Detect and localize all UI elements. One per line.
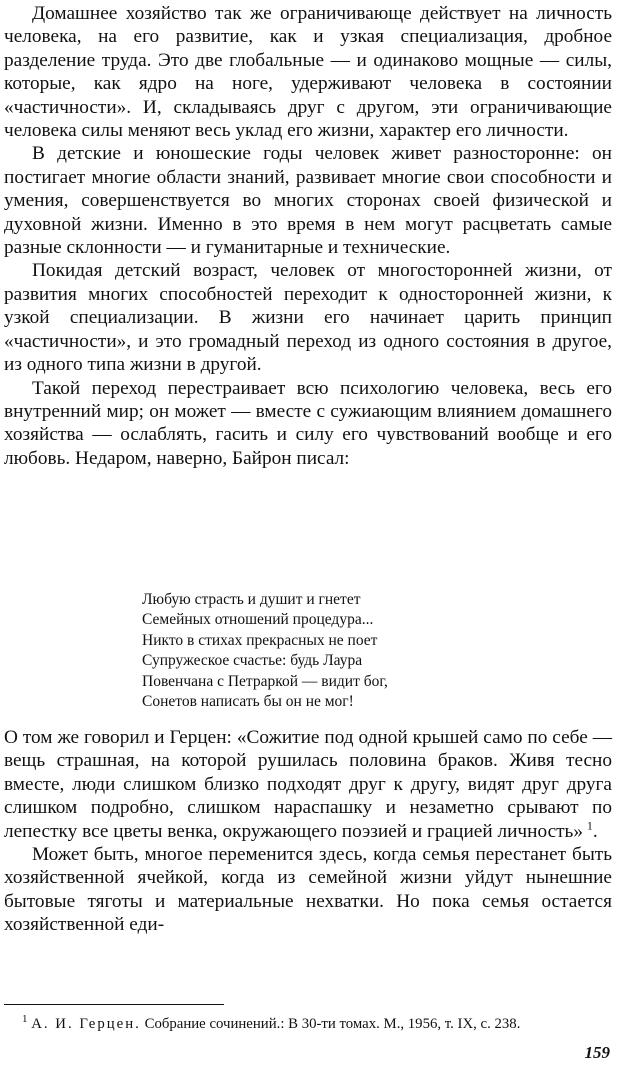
main-text [4, 2, 612, 470]
paragraph-last: Может быть, многое переменится здесь, когда семья перестанет быть хозяйственной ячейкой, когда из семейной жизни уйдут нынешние бытовые тяготы и материальные нехватки. Но пока семья остается хозяйственной еди- [4, 844, 612, 936]
after-verse-text [4, 726, 612, 937]
footnote-divider [4, 1004, 224, 1005]
herzen-quote: О том же говорил и Герцен: «Сожитие под одной крышей само по себе — вещь страшная, на которой рушилась половина браков. Живя тесно вместе, люди слишком близко подходят друг к другу, видят друг друга слишком подробно, слишком нараспашку и незаметно срывают по лепестку все цветы венка, окружающего поэзией и грацией личность» [4, 727, 612, 842]
paragraph-4: Такой переход перестраивает всю психологию человека, весь его внутренний мир; он может — вместе с сужиающим влиянием домашнего хозяйства — ослаблять, гасить и силу его чувствований вообще и его любовь. Недаром, наверно, Байрон писал: [4, 377, 612, 469]
footnote-text: Собрание сочинений.: В 30-ти томах. М., 1956, т. IX, с. 238. [144, 1015, 521, 1032]
paragraph-2: В детские и юношеские годы человек живет разносторонне: он постигает многие области знаний, развивает многие свои способности и умения, совершенствуется во многих сторонах своей физической и духовной жизни. Именно в это время в нем могут расцветать самые разные склонности — и гуманитарные и технические. [4, 143, 612, 259]
footnote [4, 1010, 612, 1034]
verse-line-4: Супружеское счастье: будь Лаура [142, 652, 363, 670]
herzen-quote-paragraph: О том же говорил и Герцен: «Сожитие под одной крышей само по себе — вещь страшная, на которой рушилась половина браков. Живя тесно вместе, люди слишком близко подходят друг к другу, видят друг друга слишком подробно, слишком нараспашку и незаметно срывают по лепестку все цветы венка, окружающего поэзией и грацией личность» $^1$. [4, 727, 612, 842]
paragraph-3: Покидая детский возраст, человек от многосторонней жизни, от развития многих способностей переходит к односторонней жизни, к узкой специализации. В жизни его начинает царить принцип «частичности», и это громадный переход из одного состояния в другое, из одного типа жизни в другой. [4, 260, 612, 376]
footnote-reference: 1 [586, 818, 593, 833]
footnote-marker: 1 [22, 1013, 28, 1025]
verse-line-1: Любую страсть и душит и гнетет [142, 591, 361, 608]
verse-line-3: Никто в стихах прекрасных не поет [142, 631, 378, 649]
footnote-author: А. И. Герцен. [31, 1015, 141, 1032]
verse-line-5: Повенчана с Петраркой — видит бог, [142, 672, 388, 690]
verse-line-6: Сонетов написать бы он не мог! [142, 693, 354, 711]
verse-line-2: Семейных отношений процедура... [142, 611, 374, 629]
paragraph-1: Домашнее хозяйство так же ограничивающе действует на личность человека, на его развитие, как и узкая специализация, дробное разделение труда. Это две глобальные — и одинаково мощные — силы, которые, как ядро на ноге, удерживают человека в состоянии «частичности». И, складываясь друг с другом, эти ограничивающие человека силы меняют весь уклад его жизни, характер его личности. [4, 3, 612, 142]
byron-verse [142, 590, 388, 712]
page-number: 159 [584, 1043, 610, 1062]
